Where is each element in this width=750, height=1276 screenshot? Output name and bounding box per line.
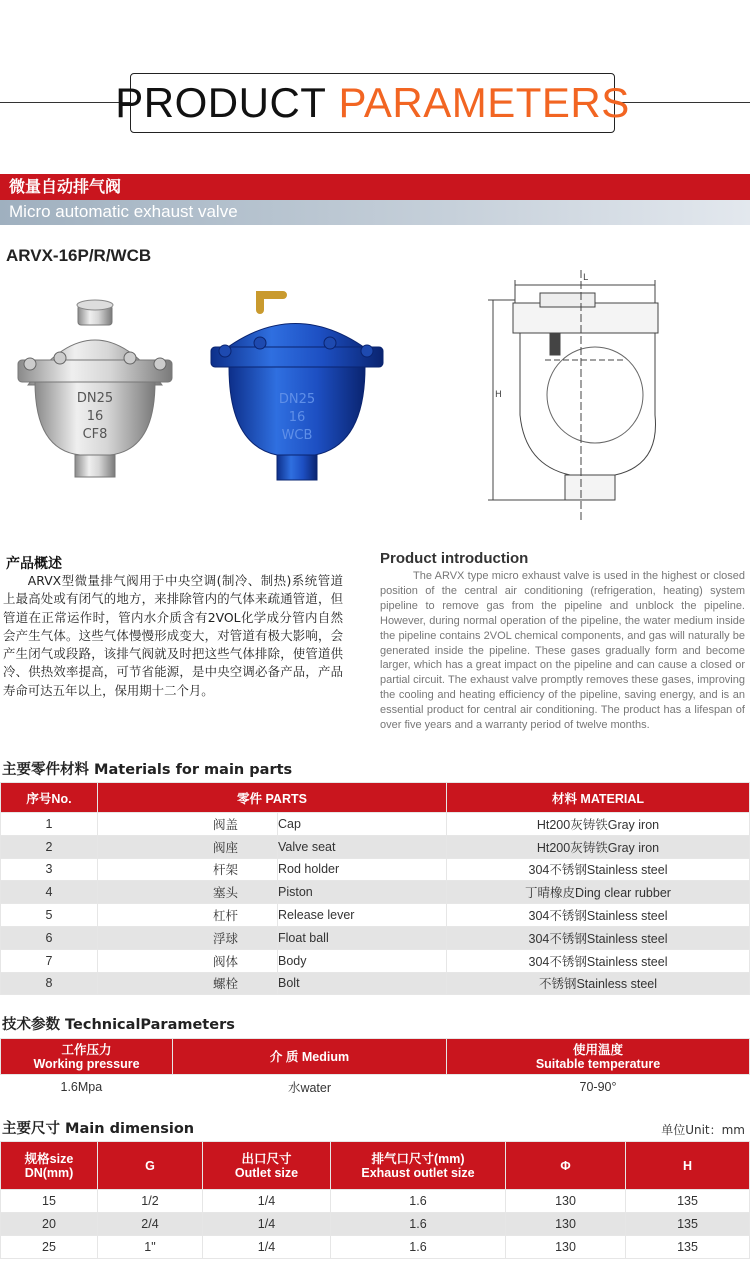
part-name-en: Rod holder [278,858,447,881]
dimension-cell: 130 [506,1213,626,1236]
drawing-label-h: H [495,390,502,400]
part-number: 4 [1,881,98,904]
table-row [1,1213,750,1236]
blue-valve-photo [205,285,390,490]
dimension-col-header-line-1: 排气口尺寸(mm) [371,1151,465,1166]
dimension-cell: 25 [1,1236,98,1259]
ss-mark-2: 16 [86,409,104,424]
materials-col-material: 材料 MATERIAL [447,783,750,813]
part-name-en: Bolt [278,972,447,995]
materials-col-no: 序号No. [1,783,98,813]
dimension-col-header [203,1142,331,1190]
dimension-cell: 135 [626,1213,750,1236]
part-name-cn: 杆架 [98,858,278,881]
part-name-en: Body [278,949,447,972]
materials-heading: 主要零件材料 Materials for main parts [2,762,293,778]
part-name-cn: 阀盖 [98,813,278,836]
part-number: 7 [1,949,98,972]
tech-col-temperature-en: Suitable temperature [535,1056,661,1071]
dimension-cell: 130 [506,1236,626,1259]
dimension-col-header-line-1: G [145,1158,155,1173]
dimension-cell: 1.6 [331,1236,506,1259]
part-number: 2 [1,835,98,858]
page-title-part-1: PRODUCT [115,79,327,126]
part-material: Ht200灰铸铁Gray iron [447,835,750,858]
dimension-cell: 15 [1,1190,98,1213]
ss-mark-3: CF8 [82,427,108,442]
dimension-cell: 20 [1,1213,98,1236]
tech-col-temperature [447,1039,750,1075]
part-number: 1 [1,813,98,836]
tech-col-pressure-en: Working pressure [33,1056,140,1071]
dimension-cell: 135 [626,1190,750,1213]
dimension-col-header-line-2: Exhaust outlet size [361,1165,475,1180]
part-number: 8 [1,972,98,995]
dimension-heading: 主要尺寸 Main dimension [2,1121,195,1137]
technical-heading: 技术参数 TechnicalParameters [2,1017,235,1033]
tech-medium-value: 水water [287,1080,332,1095]
tech-col-pressure [1,1039,173,1075]
ss-mark-1: DN25 [76,391,114,406]
dimension-cell: 1/4 [203,1236,331,1259]
part-name-cn: 塞头 [98,881,278,904]
dimension-col-header [506,1142,626,1190]
part-material: 304不锈钢Stainless steel [447,904,750,927]
dimension-col-header [98,1142,203,1190]
tech-temperature-value: 70-90° [579,1079,617,1094]
dimension-col-header [1,1142,98,1190]
part-name-en: Release lever [278,904,447,927]
part-material: 304不锈钢Stainless steel [447,858,750,881]
dimension-col-header-line-2: DN(mm) [24,1165,74,1180]
part-material: Ht200灰铸铁Gray iron [447,813,750,836]
dimension-col-header-line-1: Φ [560,1158,571,1173]
page-title-box [115,73,630,133]
dimension-cell: 1.6 [331,1190,506,1213]
intro-text-cn: ARVX型微量排气阀用于中央空调(制冷、制热)系统管道上最高处或有闭气的地方，来排除管内的气体来疏通管道，但管道在正常运作时，管内水介质含有2VOL化学成分管内自然会产生气体。这些气体慢慢形成变大，对管道有极大影响，会产生闭气或段路，该排气阀就及时把这些气体排除，使管道供冷、供热效率提高，可节省能源，是中央空调必备产品，产品寿命可达五年以上，保用期十二个月。 [3,573,343,698]
part-material: 304不锈钢Stainless steel [447,949,750,972]
stainless-valve-photo [0,290,190,490]
drawing-label-l: L [583,273,589,283]
dimension-col-header-line-2: Outlet size [234,1165,299,1180]
part-name-en: Piston [278,881,447,904]
part-name-cn: 螺栓 [98,972,278,995]
dimension-table [0,1141,750,1259]
part-material: 304不锈钢Stainless steel [447,926,750,949]
tech-pressure-value: 1.6Mpa [60,1079,103,1094]
part-material: 丁晴橡皮Ding clear rubber [447,881,750,904]
intro-text-en: The ARVX type micro exhaust valve is used in the highest or closed position of the central air conditioning (refrigeration, heating) system pipeline to remove gas from the pipeline and unblock the pipeline. However, during normal operation of the pipeline, the water medium inside the pipeline contains 2VOL chemical components, and gas will naturally be generated inside the pipeline. These gases gradually form and become larger, which has a great impact on the pipeline and can cause a closed or partial circuit. The exhaust valve promptly removes these gases, improving the cooling and heating efficiency of the pipeline, saving energy, and is an essential product for central air conditioning. The product has a lifespan of over five years and a warranty period of twelve months. [380,570,745,732]
intro-heading-en: Product introduction [380,550,529,567]
part-name-en: Float ball [278,926,447,949]
tech-col-medium: 介 质 Medium [173,1039,447,1075]
table-row [1,1190,750,1213]
dimension-cell: 2/4 [98,1213,203,1236]
part-name-cn: 杠杆 [98,904,278,927]
tech-col-temperature-cn: 使用温度 [572,1042,623,1057]
part-number: 3 [1,858,98,881]
table-row [1,858,750,881]
part-number: 6 [1,926,98,949]
dimension-unit: 单位Unit：mm [661,1123,745,1137]
table-row [1,881,750,904]
table-row [1,926,750,949]
table-row [1,1236,750,1259]
tech-col-pressure-cn: 工作压力 [61,1042,112,1057]
part-name-en: Cap [278,813,447,836]
page-title-part-2: PARAMETERS [338,79,630,126]
valve-technical-drawing [485,265,670,525]
materials-table [0,782,750,995]
blue-mark-1: DN25 [278,392,316,407]
product-banner [0,174,750,225]
dimension-cell: 1/4 [203,1190,331,1213]
part-name-en: Valve seat [278,835,447,858]
dimension-cell: 1.6 [331,1213,506,1236]
part-name-cn: 浮球 [98,926,278,949]
part-material: 不锈钢Stainless steel [447,972,750,995]
table-row [1,972,750,995]
dimension-col-header-line-1: 出口尺寸 [241,1151,292,1166]
materials-col-parts: 零件 PARTS [98,783,447,813]
banner-title-en: Micro automatic exhaust valve [0,200,750,225]
table-row [1,835,750,858]
part-name-cn: 阀体 [98,949,278,972]
intro-heading-cn: 产品概述 [6,556,62,572]
table-row [1,904,750,927]
model-number: ARVX-16P/R/WCB [6,246,152,265]
dimension-col-header [331,1142,506,1190]
table-row [1,813,750,836]
dimension-col-header [626,1142,750,1190]
part-name-cn: 阀座 [98,835,278,858]
dimension-cell: 1/4 [203,1213,331,1236]
dimension-cell: 135 [626,1236,750,1259]
dimension-cell: 130 [506,1190,626,1213]
table-row [1,949,750,972]
dimension-cell: 1/2 [98,1190,203,1213]
dimension-col-header-line-1: H [682,1158,693,1173]
blue-mark-3: WCB [281,428,313,443]
part-number: 5 [1,904,98,927]
technical-table [0,1038,750,1099]
dimension-cell: 1" [98,1236,203,1259]
dimension-col-header-line-1: 规格size [24,1151,74,1166]
banner-title-cn: 微量自动排气阀 [0,174,750,200]
blue-mark-2: 16 [288,410,306,425]
